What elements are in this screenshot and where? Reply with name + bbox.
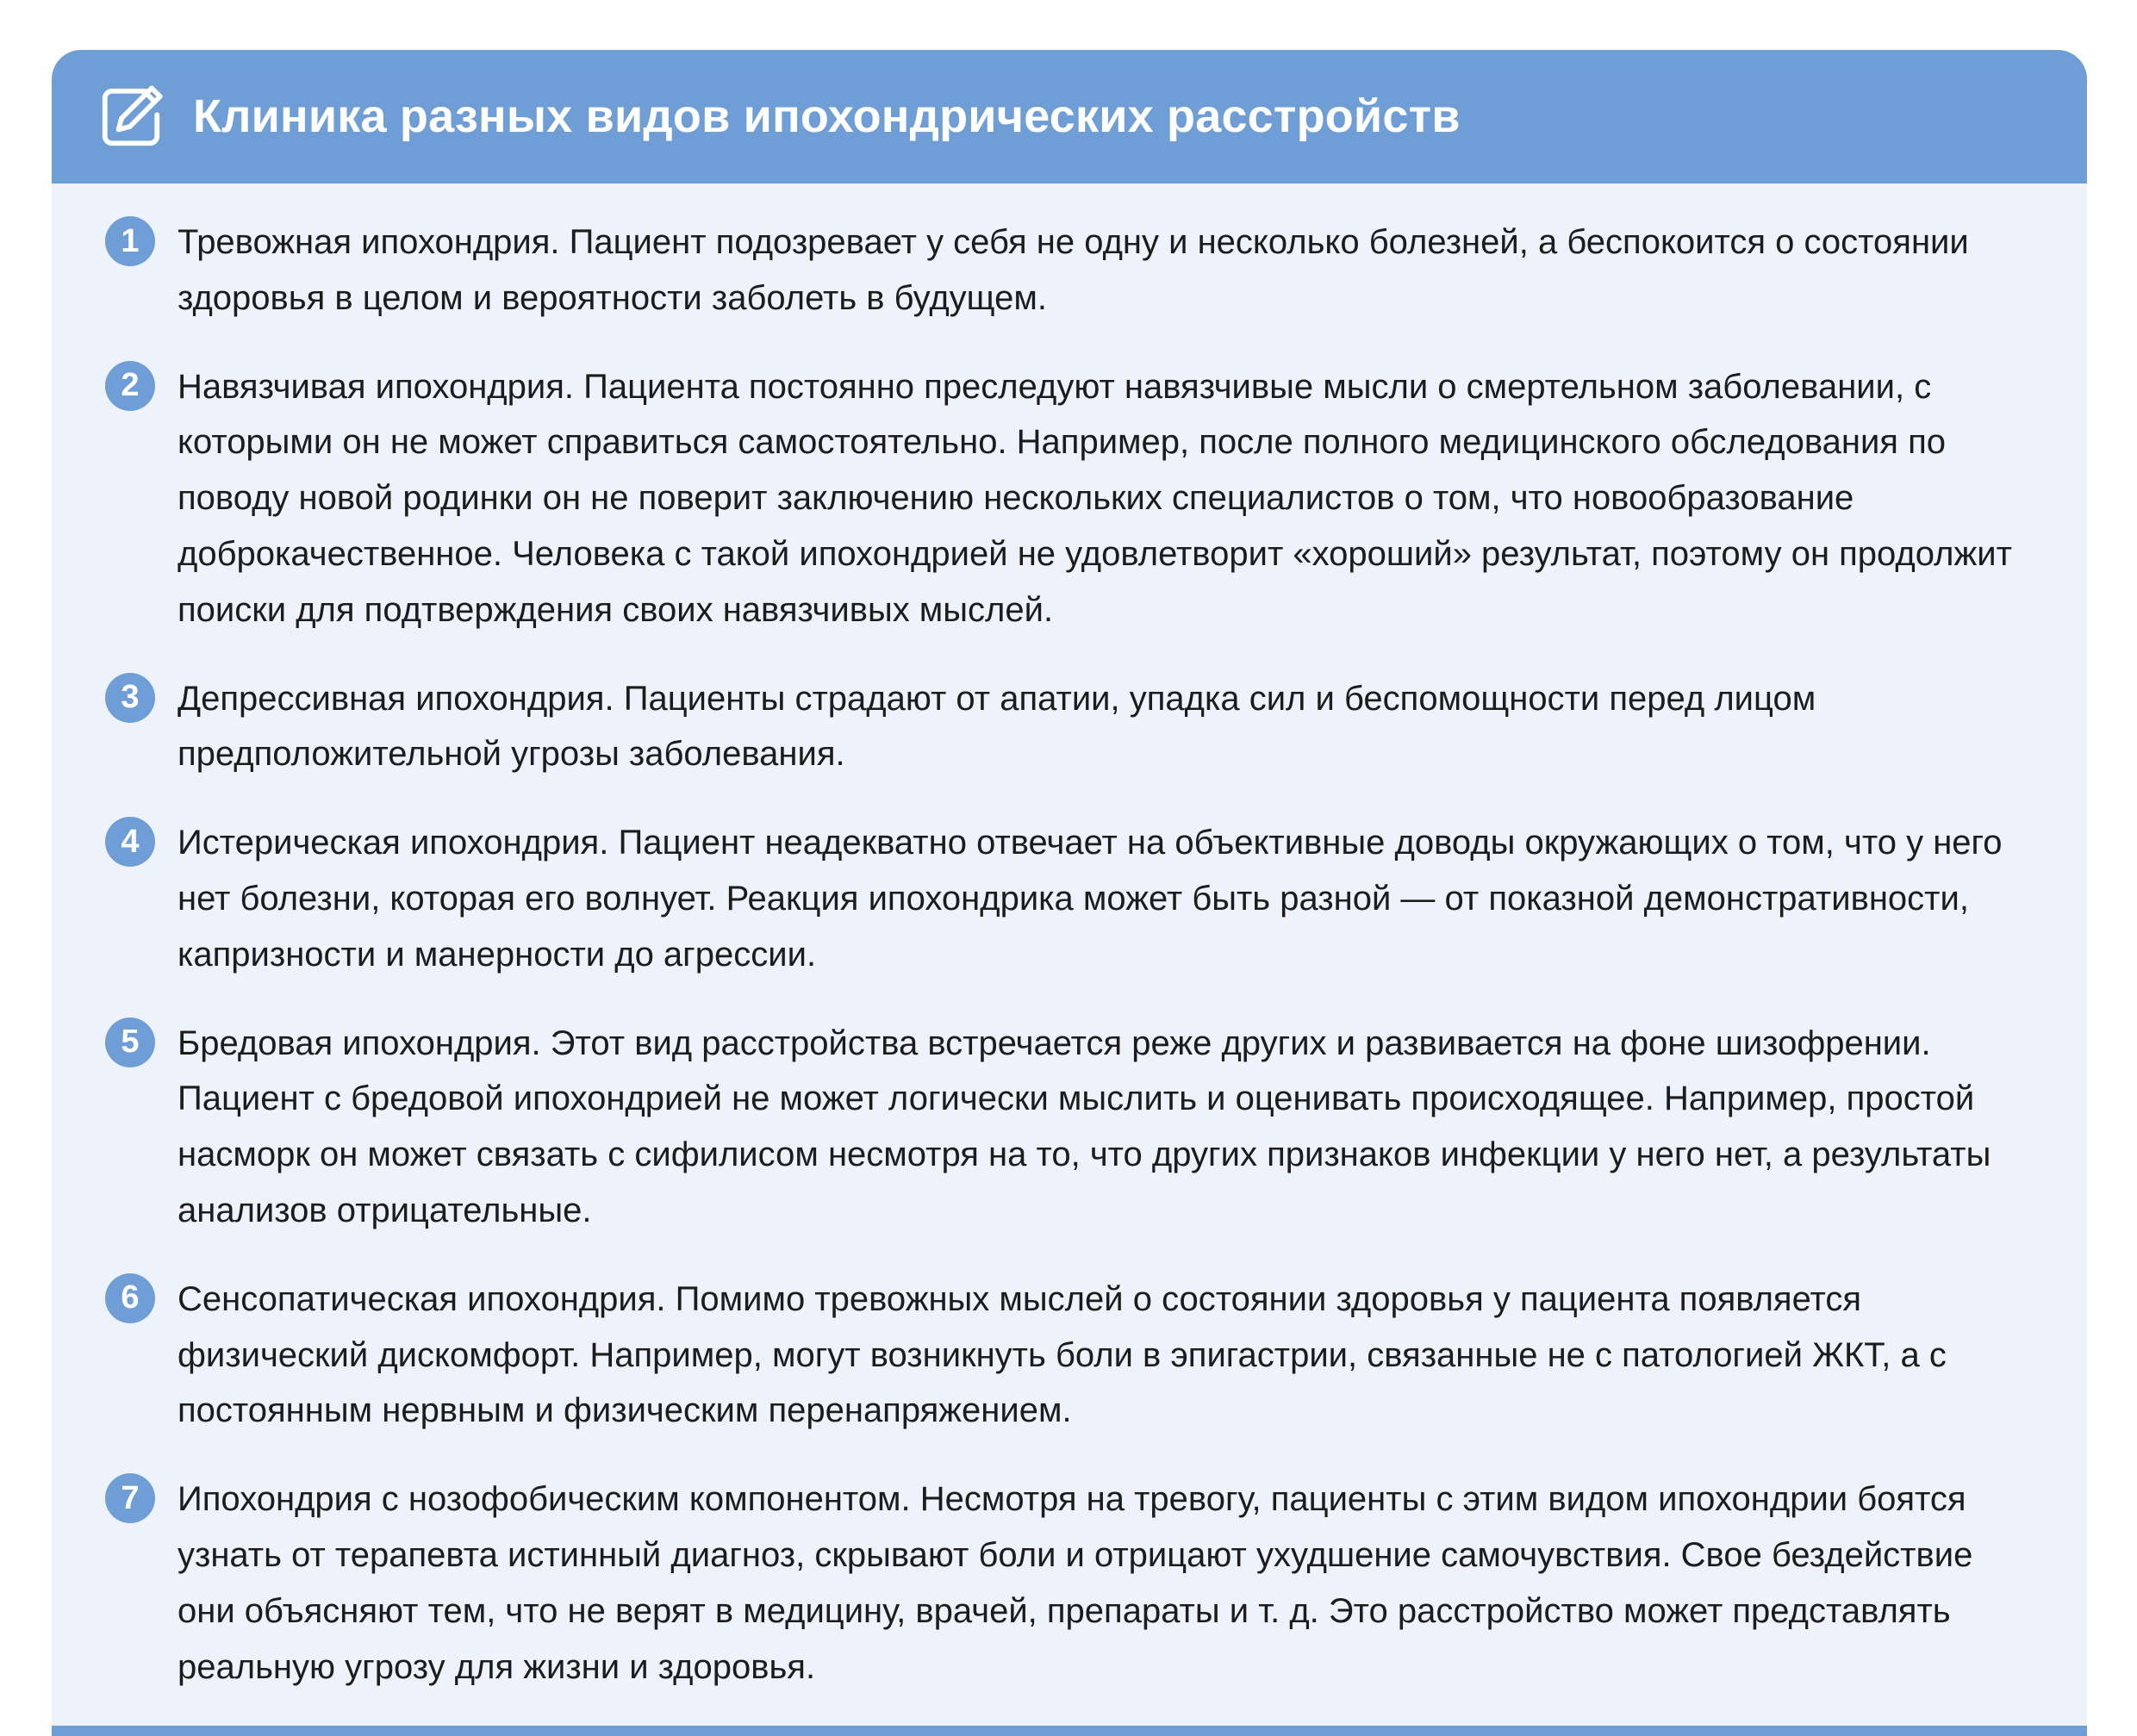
card-footer-bar — [52, 1726, 2087, 1736]
item-text: Тревожная ипохондрия. Пациент подозревает у себя не одну и несколько болезней, а беспокоится о состоянии здоровья в целом и вероятности заболеть в будущем. — [178, 223, 1969, 317]
item-number-badge: 3 — [105, 673, 155, 723]
list-item — [105, 215, 2034, 327]
item-number-badge: 4 — [105, 817, 155, 867]
page-title: Клиника разных видов ипохондрических расстройств — [193, 90, 1461, 142]
card-body — [52, 184, 2087, 1726]
edit-pencil-square-icon — [84, 71, 178, 164]
list-item — [105, 671, 2034, 783]
list-item — [105, 359, 2034, 638]
item-text: Ипохондрия с нозофобическим компонентом. Несмотря на тревогу, пациенты с этим видом ипохондрии боятся узнать от терапевта истинный диагноз, скрывают боли и отрицают ухудшение самочувствия. Свое бездействие они объясняют тем, что не верят в медицину, врачей, препараты и т. д. Это расстройство может представлять реальную угрозу для жизни и здоровья. — [178, 1480, 1973, 1686]
list-item — [105, 815, 2034, 982]
item-text: Депрессивная ипохондрия. Пациенты страдают от апатии, упадка сил и беспомощности перед лицом предположительной угрозы заболевания. — [178, 679, 1816, 774]
list-item — [105, 1016, 2034, 1239]
list-item — [105, 1472, 2034, 1695]
item-text: Сенсопатическая ипохондрия. Помимо тревожных мыслей о состоянии здоровья у пациента появляется физический дискомфорт. Например, могут возникнуть боли в эпигастрии, связанные не с патологией ЖКТ, а с постоянным нервным и физическим перенапряжением. — [178, 1279, 1947, 1430]
item-number-badge: 1 — [105, 216, 155, 266]
item-text: Истерическая ипохондрия. Пациент неадекватно отвечает на объективные доводы окружающих о том, что у него нет болезни, которая его волнует. Реакция ипохондрика может быть разной — от показной демонстративности, капризности и манерности до агрессии. — [178, 824, 2003, 974]
info-card — [52, 50, 2087, 1736]
item-number-badge: 2 — [105, 361, 155, 411]
item-number-badge: 7 — [105, 1473, 155, 1523]
item-number-badge: 6 — [105, 1273, 155, 1323]
item-text: Бредовая ипохондрия. Этот вид расстройства встречается реже других и развивается на фоне шизофрении. Пациент с бредовой ипохондрией не может логически мыслить и оценивать происходящее. Например, простой насморк он может связать с сифилисом несмотря на то, что других признаков инфекции у него нет, а результаты анализов отрицательные. — [178, 1024, 1991, 1229]
list-item — [105, 1272, 2034, 1439]
item-text: Навязчивая ипохондрия. Пациента постоянно преследуют навязчивые мысли о смертельном заболевании, с которыми он не может справиться самостоятельно. Например, после полного медицинского обследования по поводу новой родинки он не поверит заключению нескольких специалистов о том, что новообразование доброкачественное. Человека с такой ипохондрией не удовлетворит «хороший» результат, поэтому он продолжит поиски для подтверждения своих навязчивых мыслей. — [178, 367, 2012, 629]
item-number-badge: 5 — [105, 1017, 155, 1067]
card-header — [52, 50, 2087, 184]
